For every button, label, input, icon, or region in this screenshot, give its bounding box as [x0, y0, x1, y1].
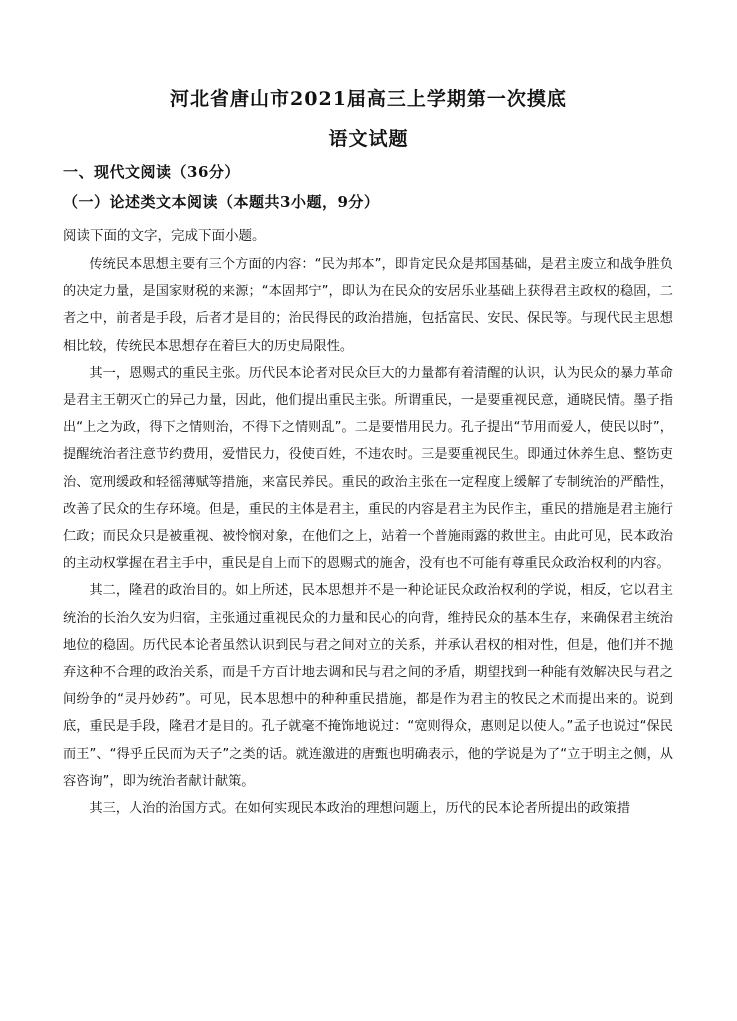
document-title: 河北省唐山市2021届高三上学期第一次摸底 [170, 88, 567, 110]
reading-instruction: 阅读下面的文字，完成下面小题。 [63, 228, 266, 244]
passage-paragraph-1: 传统民本思想主要有三个方面的内容：“民为邦本”，即肯定民众是邦国基础，是君主废立和战争胜负的决定力量，是国家财税的来源；“本固邦宁”，即认为在民众的安居乐业基础上获得君主政权的稳固，二者之中，前者是手段，后者才是目的；治民得民的政治措施，包括富民、安民、保民等。与现代民主思想相比较，传统民本思想存在着巨大的历史局限性。 [63, 257, 673, 354]
passage-paragraph-2: 其一，恩赐式的重民主张。历代民本论者对民众巨大的力量都有着清醒的认识，认为民众的暴力革命是君主王朝灭亡的异己力量，因此，他们提出重民主张。所谓重民，一是要重视民意，通晓民情。墨子指出“上之为政，得下之情则治，不得下之情则乱”。二是要惜用民力。孔子提出“节用而爱人，使民以时”，提醒统治者注意节约费用，爱惜民力，役使百姓，不违农时。三是要重视民生。即通过休养生息、整饬吏治、宽刑缓政和轻徭薄赋等措施，来富民养民。重民的政治主张在一定程度上缓解了专制统治的严酷性，改善了民众的生存环境。但是，重民的主体是君主，重民的内容是君主为民作主，重民的措施是君主施行仁政；而民众只是被重视、被怜悯对象，在他们之上，站着一个普施雨露的救世主。由此可见，民本政治的主动权掌握在君主手中，重民是自上而下的恩赐式的施舍，没有也不可能有尊重民众政治权利的内容。 [63, 365, 673, 572]
subsection-heading: （一）论述类文本阅读（本题共3小题，9分） [63, 193, 380, 211]
reading-passage [63, 251, 673, 822]
passage-paragraph-4: 其三，人治的治国方式。在如何实现民本政治的理想问题上，历代的民本论者所提出的政策措 [89, 801, 631, 817]
section-heading: 一、现代文阅读（36分） [63, 163, 240, 181]
document-subtitle: 语文试题 [328, 128, 409, 150]
passage-paragraph-3: 其二，隆君的政治目的。如上所述，民本思想并不是一种论证民众政治权利的学说，相反，它以君主统治的长治久安为归宿，主张通过重视民众的力量和民心的向背，维持民众的基本生存，来确保君主统治地位的稳固。历代民本论者虽然认识到民与君之间对立的关系，并承认君权的相对性，但是，他们并不抛弃这种不合理的政治关系，而是千方百计地去调和民与君之间的矛盾，期望找到一种能有效解决民与君之间纷争的“灵丹妙药”。可见，民本思想中的种种重民措施，都是作为君主的牧民之术而提出来的。说到底，重民是手段，隆君才是目的。孔子就毫不掩饰地说过：“宽则得众，惠则足以使人。”孟子也说过“保民而王”、“得乎丘民而为天子”之类的话。就连激进的唐甄也明确表示，他的学说是为了“立于明主之侧，从容咨询”，即为统治者献计献策。 [63, 583, 673, 789]
